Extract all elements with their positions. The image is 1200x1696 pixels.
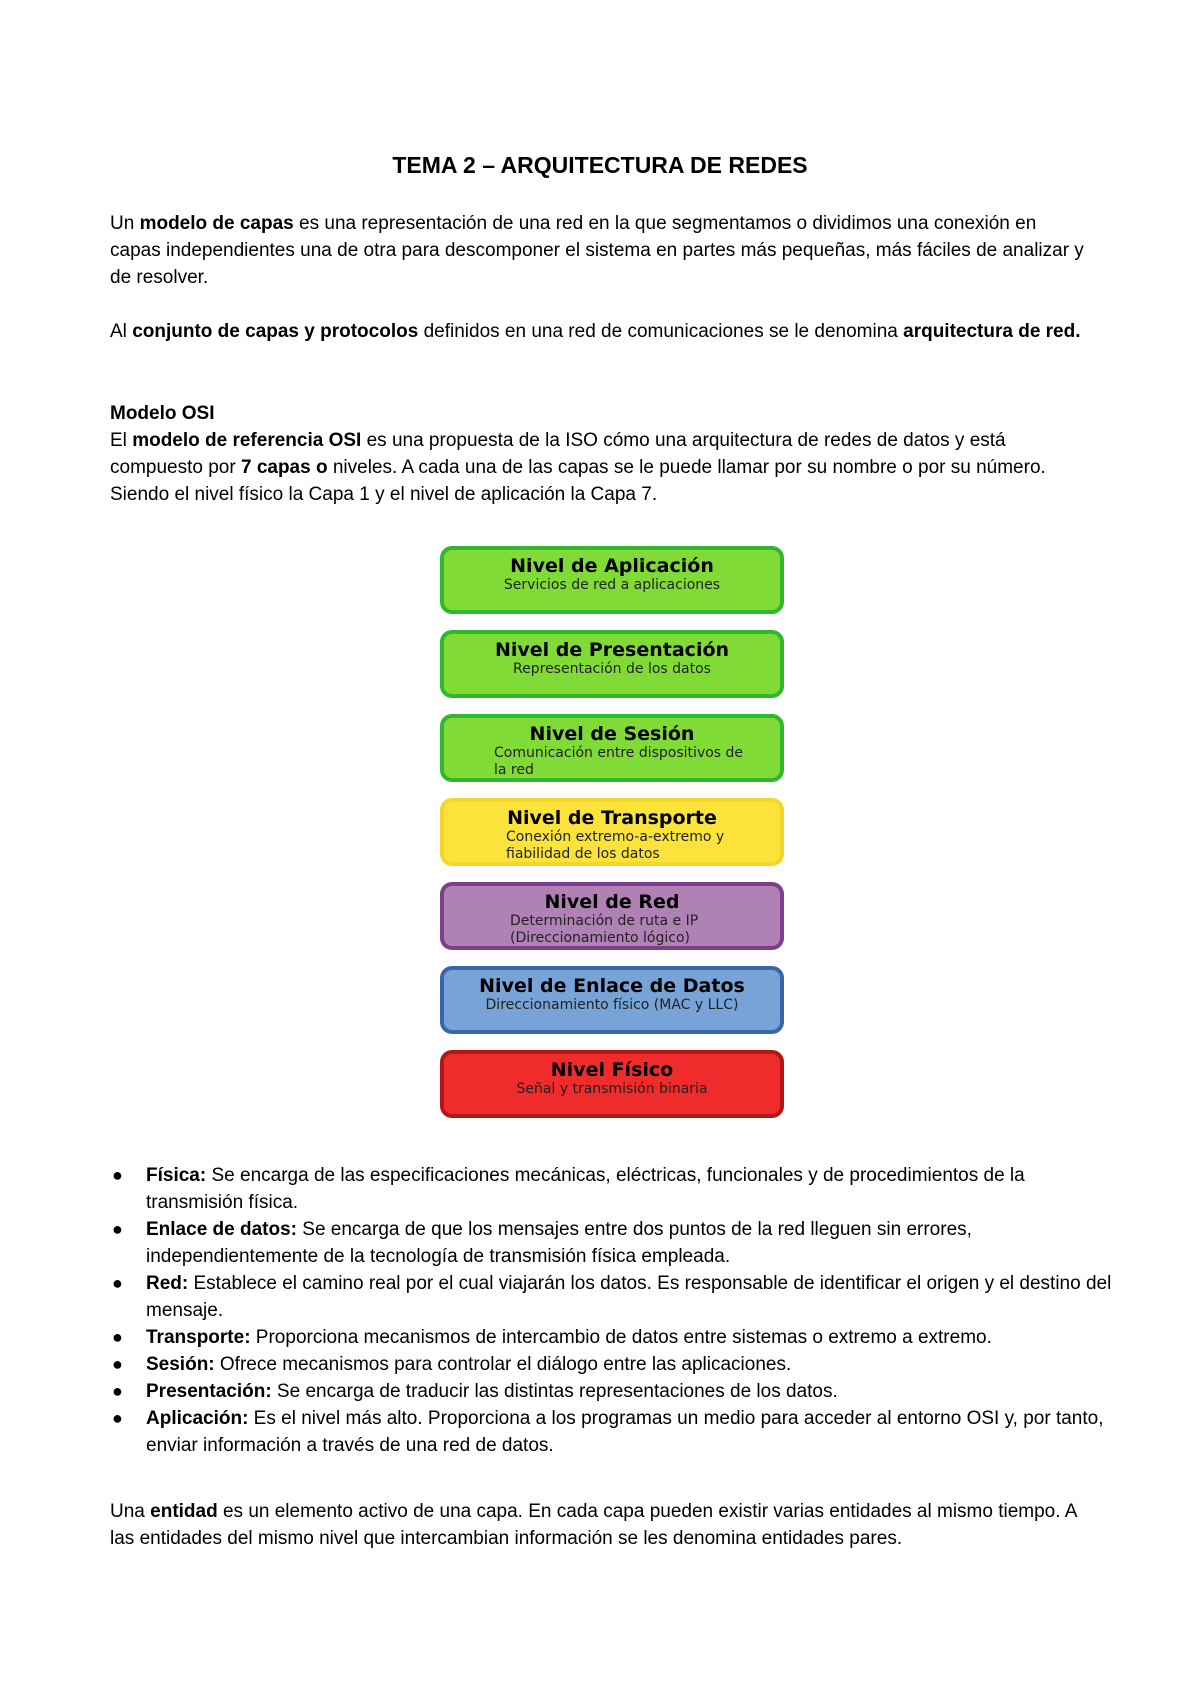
text: Se encarga de las especificaciones mecánicas, eléctricas, funcionales y de procedimientos de la transmisión física. <box>146 1165 1025 1213</box>
text: definidos en una red de comunicaciones se le denomina <box>418 321 904 342</box>
paragraph-entidad <box>110 1498 1090 1552</box>
list-item <box>112 1162 1126 1216</box>
layer-description: Direccionamiento físico (MAC y LLC) <box>485 997 739 1013</box>
paragraph-arquitectura <box>110 318 1090 345</box>
list-item <box>112 1324 1126 1351</box>
list-item <box>112 1270 1126 1324</box>
text: Un <box>110 213 140 234</box>
layer-description: Comunicación entre dispositivos de la red <box>494 745 744 778</box>
layer-name: Nivel de Transporte <box>507 807 717 829</box>
layer-description: Representación de los datos <box>513 661 711 677</box>
layer-fisico <box>440 1050 784 1118</box>
layer-name: Nivel Físico <box>550 1059 674 1081</box>
paragraph-modelo-capas <box>110 210 1090 291</box>
layer-red <box>440 882 784 950</box>
layer-name: Nivel de Enlace de Datos <box>479 975 745 997</box>
list-item <box>112 1378 1126 1405</box>
bold-term: Red: <box>146 1273 189 1294</box>
layer-enlace-datos <box>440 966 784 1034</box>
bold-term: Aplicación: <box>146 1408 249 1429</box>
bold-term: Transporte: <box>146 1327 251 1348</box>
text: Una <box>110 1501 151 1522</box>
bullet-icon: ● <box>112 1327 123 1347</box>
layer-sesion <box>440 714 784 782</box>
layer-name: Nivel de Sesión <box>529 723 695 745</box>
bold-term: Enlace de datos: <box>146 1219 297 1240</box>
text: es una propuesta de la ISO cómo una arquitectura de redes de datos y está compuesto por <box>110 430 1006 478</box>
bold-term: Presentación: <box>146 1381 272 1402</box>
list-item <box>112 1351 1126 1378</box>
bold-term: Física: <box>146 1165 207 1186</box>
osi-layers-diagram <box>440 546 790 1124</box>
bullet-icon: ● <box>112 1408 123 1428</box>
bullet-icon: ● <box>112 1381 123 1401</box>
bold-term: modelo de capas <box>139 213 294 234</box>
layer-transporte <box>440 798 784 866</box>
bullet-icon: ● <box>112 1273 123 1293</box>
text: niveles. A cada una de las capas se le puede llamar por su nombre o por su número. Siendo el nivel físico la Capa 1 y el nivel de aplicación la Capa 7. <box>110 457 1046 505</box>
list-item <box>112 1405 1126 1459</box>
layer-presentacion <box>440 630 784 698</box>
bold-term: modelo de referencia OSI <box>132 430 362 451</box>
layer-aplicacion <box>440 546 784 614</box>
text: Establece el camino real por el cual viajarán los datos. Es responsable de identificar el origen y el destino del mensaje. <box>146 1273 1112 1321</box>
layer-name: Nivel de Red <box>544 891 680 913</box>
section-heading-osi: Modelo OSI <box>110 403 215 424</box>
text: Ofrece mecanismos para controlar el diálogo entre las aplicaciones. <box>214 1354 792 1375</box>
page-title: TEMA 2 – ARQUITECTURA DE REDES <box>392 152 808 178</box>
list-item <box>112 1216 1126 1270</box>
bold-term: conjunto de capas y protocolos <box>132 321 419 342</box>
text: Al <box>110 321 133 342</box>
bullet-icon: ● <box>112 1219 123 1239</box>
bullet-icon: ● <box>112 1354 123 1374</box>
text: es un elemento activo de una capa. En cada capa pueden existir varias entidades al mismo tiempo. A las entidades del mismo nivel que intercambian información se les denomina entidades pares. <box>110 1501 1077 1549</box>
layer-roles-list <box>110 1162 1126 1459</box>
text: Se encarga de que los mensajes entre dos puntos de la red lleguen sin errores, independientemente de la tecnología de transmisión física empleada. <box>146 1219 972 1267</box>
text: Se encarga de traducir las distintas representaciones de los datos. <box>271 1381 838 1402</box>
bold-term: 7 capas o <box>240 457 328 478</box>
layer-description: Señal y transmisión binaria <box>516 1081 708 1097</box>
layer-description: Conexión extremo-a-extremo y fiabilidad de los datos <box>506 829 725 862</box>
layer-name: Nivel de Aplicación <box>510 555 714 577</box>
text: El <box>110 430 133 451</box>
bold-term: Sesión: <box>146 1354 215 1375</box>
paragraph-modelo-osi <box>110 427 1090 508</box>
bold-term: arquitectura de red. <box>903 321 1081 342</box>
text: es una representación de una red en la que segmentamos o dividimos una conexión en capas independientes una de otra para descomponer el sistema en partes más pequeñas, más fáciles de analizar y de resolver. <box>110 213 1084 288</box>
bullet-icon: ● <box>112 1165 123 1185</box>
layer-description: Servicios de red a aplicaciones <box>503 577 721 593</box>
text: Proporciona mecanismos de intercambio de datos entre sistemas o extremo a extremo. <box>250 1327 992 1348</box>
layer-description: Determinación de ruta e IP (Direccionamiento lógico) <box>510 913 699 946</box>
text: Es el nivel más alto. Proporciona a los programas un medio para acceder al entorno OSI y, por tanto, enviar información a través de una red de datos. <box>146 1408 1104 1456</box>
layer-name: Nivel de Presentación <box>494 639 730 661</box>
bold-term: entidad <box>150 1501 218 1522</box>
